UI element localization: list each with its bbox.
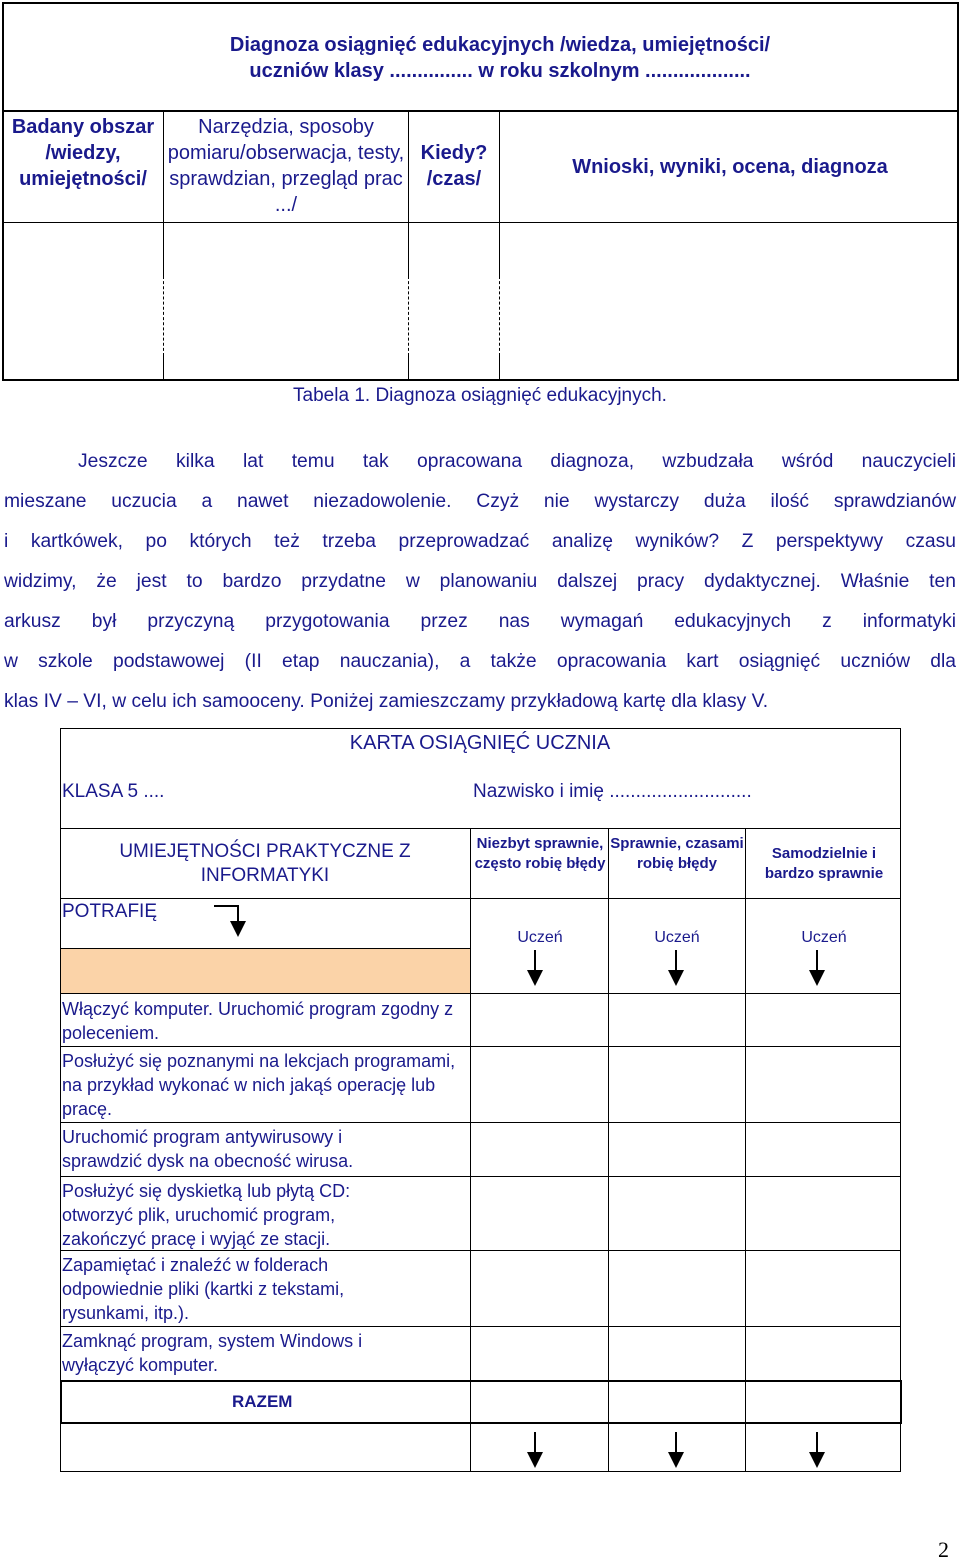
- col-header-tools: Narzędzia, sposoby pomiaru/obserwacja, testy, sprawdzian, przegląd prac .../: [167, 116, 405, 216]
- paragraph-line: i kartkówek, po których też trzeba przeprowadzać analizę wyników? Z perspektywy czasu: [4, 531, 956, 552]
- table-title: [120, 32, 880, 84]
- paragraph-line: arkusz był przyczyną przygotowania przez nas wymagań edukacyjnych z informatyki: [4, 611, 956, 632]
- card-title: KARTA OSIĄGNIĘĆ UCZNIA: [349, 732, 611, 754]
- paragraph-line: Jeszcze kilka lat temu tak opracowana diagnoza, wzbudzała wśród nauczycieli: [78, 451, 956, 472]
- uczen-label: Uczeń: [654, 929, 700, 946]
- col-header-poor: Niezbyt sprawnie, często robię błędy: [474, 835, 606, 872]
- paragraph-line: mieszane uczucia a nawet niezadowolenie. Czyż nie wystarczy duża ilość sprawdzianów: [4, 491, 956, 512]
- col-header-conclusions: Wnioski, wyniki, ocena, diagnoza: [572, 156, 888, 178]
- uczen-label: Uczeń: [801, 929, 847, 946]
- page-number: 2: [938, 1537, 949, 1562]
- table-title-line1: Diagnoza osiągnięć edukacyjnych /wiedza, umiejętności/: [229, 34, 771, 56]
- class-label: KLASA 5 ....: [62, 781, 165, 802]
- table-title-line2: uczniów klasy ............... w roku szkolnym ...................: [249, 60, 751, 82]
- table-caption: Tabela 1. Diagnoza osiągnięć edukacyjnych.: [293, 385, 667, 406]
- body-paragraph: [4, 442, 956, 722]
- col-header-excellent: Samodzielnie i bardzo sprawnie: [764, 845, 884, 882]
- name-label: Nazwisko i imię ...........................: [473, 781, 752, 802]
- paragraph-line: widzimy, że jest to bardzo przydatne w planowaniu dalszej pracy dydaktycznej. Właśnie ten: [4, 571, 956, 592]
- highlight-row: [61, 948, 470, 993]
- skill-item: Zamknąć program, system Windows i wyłączyć komputer.: [62, 1331, 363, 1375]
- razem-row: [60, 1380, 902, 1424]
- paragraph-line: w szkole podstawowej (II etap nauczania), a także opracowania kart osiągnięć uczniów dla: [4, 651, 956, 672]
- uczen-label: Uczeń: [517, 929, 563, 946]
- skill-item: Posłużyć się poznanymi na lekcjach programami, na przykład wykonać w nich jakąś operację lub pracę.: [62, 1051, 456, 1119]
- potrafie-label: POTRAFIĘ: [62, 901, 158, 922]
- skill-item: Uruchomić program antywirusowy i sprawdzić dysk na obecność wirusa.: [62, 1127, 354, 1171]
- skill-item: Zapamiętać i znaleźć w folderach odpowiednie pliki (kartki z tekstami, rysunkami, itp.).: [62, 1255, 345, 1323]
- col-header-when: Kiedy? /czas/: [420, 142, 488, 190]
- razem-label: RAZEM: [232, 1392, 293, 1411]
- section-title: UMIEJĘTNOŚCI PRAKTYCZNE Z INFORMATYKI: [119, 841, 411, 886]
- skill-item: Włączyć komputer. Uruchomić program zgodny z poleceniem.: [62, 999, 454, 1043]
- col-header-good: Sprawnie, czasami robię błędy: [610, 835, 744, 872]
- paragraph-line: klas IV – VI, w celu ich samooceny. Poniżej zamieszczamy przykładową kartę dla klasy V.: [4, 691, 769, 712]
- col-header-area: Badany obszar /wiedzy, umiejętności/: [11, 116, 155, 190]
- skill-item: Posłużyć się dyskietką lub płytą CD: otworzyć plik, uruchomić program, zakończyć pracę i wyjąć ze stacji.: [62, 1181, 351, 1249]
